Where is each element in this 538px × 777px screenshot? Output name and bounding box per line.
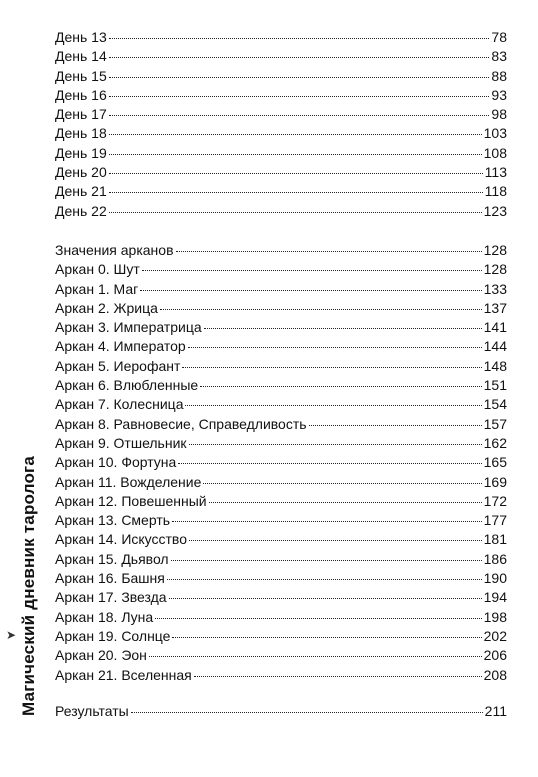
toc-entry-day[interactable] [55,144,507,163]
dot-leader [109,57,490,58]
dot-leader [172,521,482,522]
toc-entry-page-number: 208 [483,666,507,683]
dot-leader [109,134,482,135]
toc-entry-day[interactable] [55,28,507,47]
toc-entry-label: Аркан 5. Иерофант [55,357,181,374]
toc-entry-page-number: 128 [483,241,507,258]
toc-entry-label: Аркан 14. Искусство [55,531,187,548]
dot-leader [109,154,482,155]
toc-entry-label: День 14 [55,48,107,65]
toc-entry-page-number: 98 [491,106,507,123]
toc-entry-arcana[interactable] [55,550,507,569]
toc-entry-label: День 22 [55,202,107,219]
toc-entry-label: День 20 [55,164,107,181]
toc-entry-page-number: 137 [483,299,507,316]
toc-entry-label: День 18 [55,125,107,142]
dot-leader [209,502,482,503]
dot-leader [188,347,482,348]
dot-leader [194,676,482,677]
toc-entry-label: Аркан 7. Колесница [55,396,184,413]
dot-leader [176,251,482,252]
corner-mark-icon: ➤ [6,628,17,642]
toc-entry-page-number: 169 [483,473,507,490]
toc-entry-arcana[interactable] [55,453,507,472]
dot-leader [109,77,490,78]
dot-leader [182,367,481,368]
toc-entry-page-number: 206 [483,647,507,664]
toc-entry-results[interactable] [55,702,507,721]
toc-entry-arcana[interactable] [55,492,507,511]
dot-leader [160,309,482,310]
toc-entry-page-number: 165 [483,454,507,471]
toc-entry-label: Аркан 9. Отшельник [55,434,187,451]
toc-entry-arcana[interactable] [55,395,507,414]
dot-leader [172,637,481,638]
toc-entry-arcana[interactable] [55,280,507,299]
dot-leader [169,598,482,599]
toc-days-section [55,28,507,221]
toc-entry-arcana[interactable] [55,318,507,337]
toc-entry-label: Аркан 12. Повешенный [55,492,207,509]
toc-entry-page-number: 172 [483,492,507,509]
toc-entry-label: Аркан 21. Вселенная [55,666,192,683]
toc-entry-arcana[interactable] [55,530,507,549]
toc-entry-label: Аркан 17. Звезда [55,589,167,606]
dot-leader [203,483,481,484]
toc-entry-arcana[interactable] [55,434,507,453]
spine-title [14,436,44,736]
toc-entry-arcana[interactable] [55,241,507,260]
toc-entry-arcana[interactable] [55,511,507,530]
dot-leader [109,115,490,116]
toc-entry-page-number: 78 [491,29,507,45]
toc-entry-day[interactable] [55,67,507,86]
toc-entry-arcana[interactable] [55,608,507,627]
dot-leader [140,290,481,291]
dot-leader [155,618,481,619]
toc-entry-page-number: 148 [483,357,507,374]
toc-entry-label: Аркан 10. Фортуна [55,454,177,471]
toc-entry-page-number: 108 [483,144,507,161]
table-of-contents [55,28,507,721]
toc-entry-page-number: 128 [483,261,507,278]
toc-entry-label: Аркан 4. Император [55,338,186,355]
dot-leader [204,328,482,329]
toc-entry-page-number: 177 [483,512,507,529]
dot-leader [178,463,481,464]
toc-entry-label: Аркан 8. Равновесие, Справедливость [55,415,307,432]
section-spacer [55,685,507,702]
toc-entry-label: Значения арканов [55,241,174,258]
toc-entry-arcana[interactable] [55,473,507,492]
toc-entry-page-number: 202 [483,627,507,644]
toc-entry-label: Аркан 19. Солнце [55,627,171,644]
toc-entry-label: Аркан 0. Шут [55,261,140,278]
toc-entry-label: Аркан 11. Вожделение [55,473,202,490]
toc-entry-arcana[interactable] [55,376,507,395]
toc-entry-arcana[interactable] [55,357,507,376]
toc-entry-label: Аркан 1. Маг [55,280,139,297]
toc-entry-page-number: 198 [483,608,507,625]
toc-entry-page-number: 113 [484,164,507,181]
toc-entry-page-number: 162 [483,434,507,451]
dot-leader [109,38,490,39]
toc-entry-arcana[interactable] [55,646,507,665]
toc-entry-arcana[interactable] [55,627,507,646]
toc-entry-label: Результаты [55,702,129,719]
toc-entry-day[interactable] [55,163,507,182]
dot-leader [309,425,482,426]
dot-leader [109,192,483,193]
toc-entry-page-number: 186 [483,550,507,567]
toc-entry-page-number: 103 [483,125,507,142]
toc-entry-day[interactable] [55,202,507,221]
toc-entry-day[interactable] [55,47,507,66]
toc-entry-page-number: 211 [484,702,507,719]
toc-entry-label: Аркан 13. Смерть [55,512,171,529]
toc-entry-page-number: 83 [491,48,507,65]
toc-entry-label: Аркан 3. Императрица [55,319,202,336]
toc-entry-page-number: 154 [483,396,507,413]
dot-leader [189,444,482,445]
toc-entry-arcana[interactable] [55,588,507,607]
toc-entry-arcana[interactable] [55,569,507,588]
dot-leader [189,540,482,541]
toc-entry-day[interactable] [55,124,507,143]
toc-entry-label: Аркан 18. Луна [55,608,154,625]
toc-entry-day[interactable] [55,182,507,201]
toc-entry-label: Аркан 2. Жрица [55,299,158,316]
toc-entry-page-number: 190 [483,570,507,587]
dot-leader [109,173,483,174]
dot-leader [185,405,481,406]
dot-leader [142,270,482,271]
toc-entry-arcana[interactable] [55,337,507,356]
toc-entry-arcana[interactable] [55,415,507,434]
toc-entry-page-number: 118 [484,183,507,200]
toc-entry-day[interactable] [55,105,507,124]
toc-entry-label: День 17 [55,106,107,123]
spine-title-text: Магический дневник таролога [19,456,39,716]
toc-entry-label: Аркан 20. Эон [55,647,147,664]
toc-entry-page-number: 93 [491,86,507,103]
dot-leader [109,96,490,97]
toc-entry-page-number: 88 [491,67,507,84]
toc-entry-page-number: 133 [483,280,507,297]
dot-leader [149,656,482,657]
toc-entry-page-number: 181 [483,531,507,548]
toc-entry-page-number: 123 [483,202,507,219]
toc-entry-label: Аркан 6. Влюбленные [55,377,199,394]
toc-entry-arcana[interactable] [55,299,507,318]
toc-entry-label: Аркан 16. Башня [55,570,165,587]
toc-entry-label: Аркан 15. Дьявол [55,550,169,567]
dot-leader [200,386,481,387]
toc-arcana-section [55,241,507,685]
dot-leader [167,579,482,580]
toc-entry-page-number: 157 [483,415,507,432]
toc-entry-label: День 13 [55,29,107,45]
toc-entry-label: День 16 [55,86,107,103]
toc-results-section [55,702,507,721]
toc-entry-page-number: 141 [483,319,507,336]
toc-entry-label: День 21 [55,183,107,200]
section-spacer [55,221,507,241]
toc-entry-page-number: 144 [483,338,507,355]
toc-entry-page-number: 194 [483,589,507,606]
dot-leader [109,212,482,213]
toc-entry-arcana[interactable] [55,260,507,279]
toc-entry-label: День 15 [55,67,107,84]
dot-leader [171,560,482,561]
dot-leader [131,712,483,713]
toc-entry-arcana[interactable] [55,666,507,685]
toc-entry-day[interactable] [55,86,507,105]
toc-entry-label: День 19 [55,144,107,161]
toc-entry-page-number: 151 [483,377,507,394]
